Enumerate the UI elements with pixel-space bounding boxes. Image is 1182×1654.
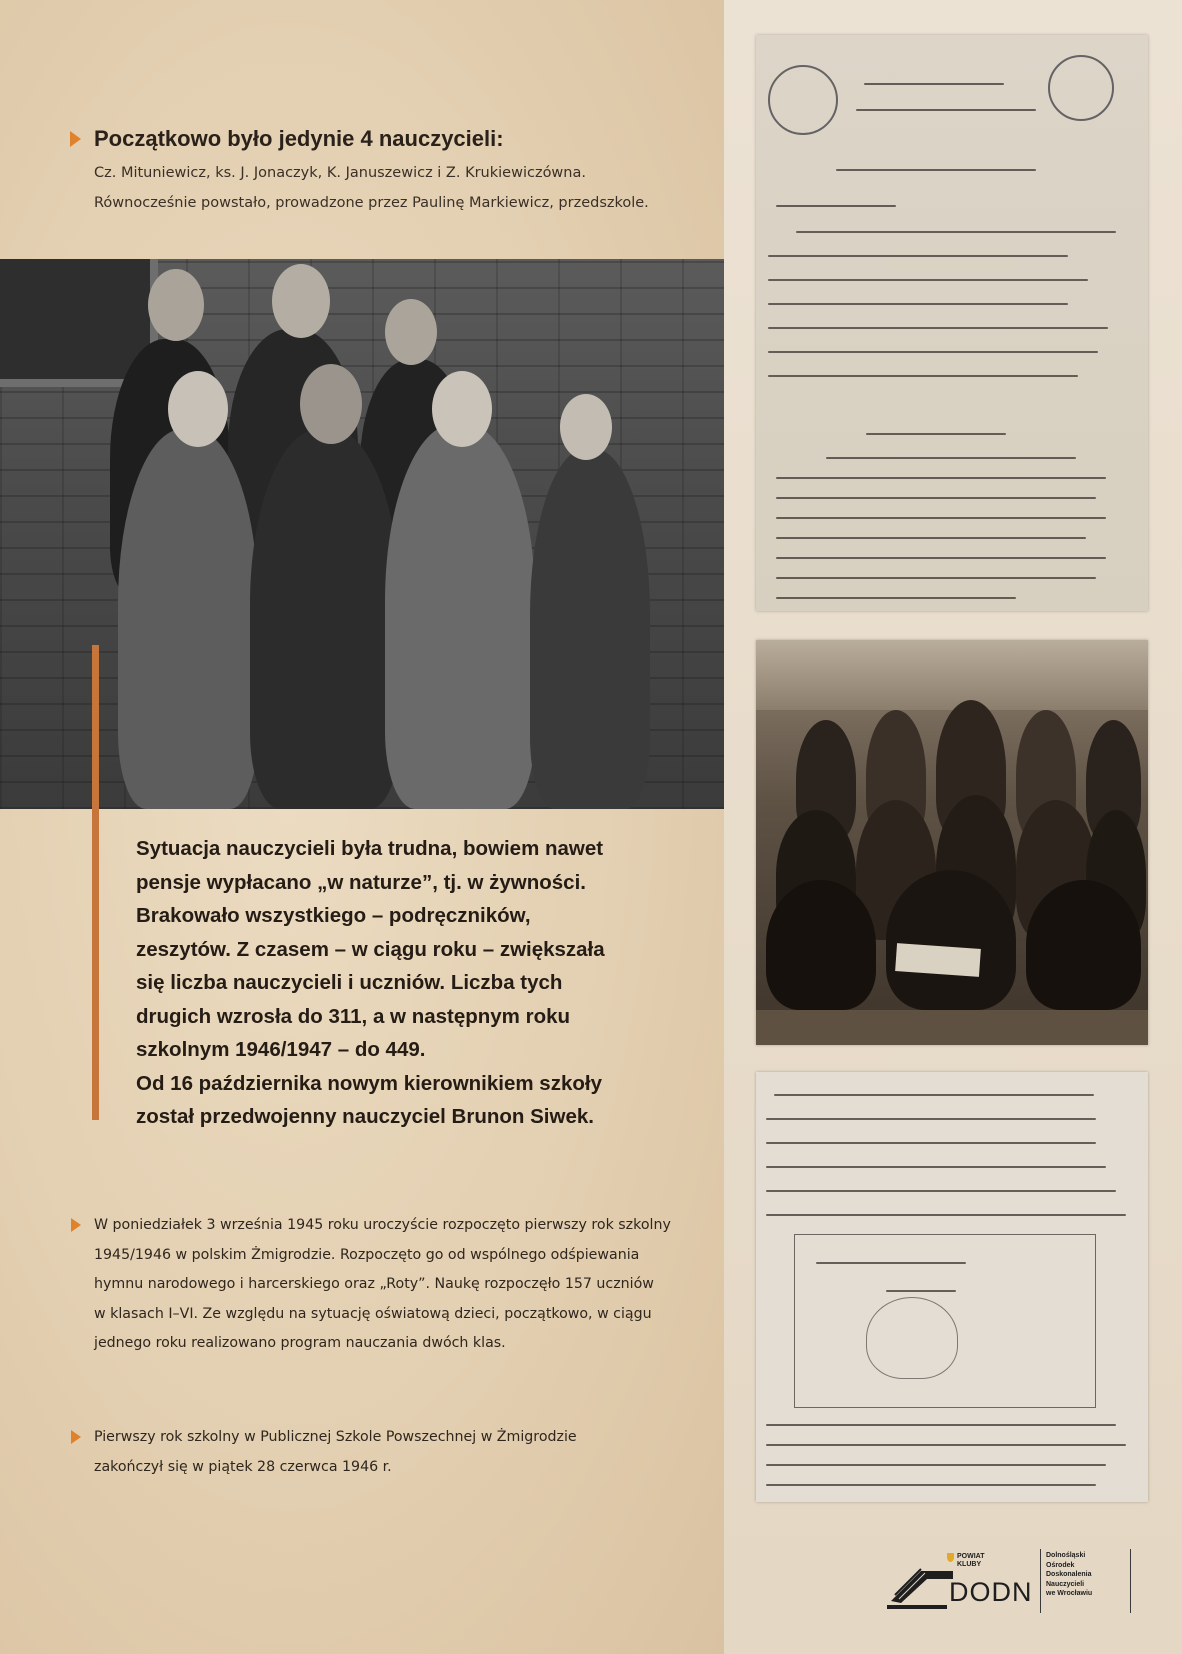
photo-figure-head: [300, 364, 362, 444]
school-year-end-paragraph: [94, 1423, 694, 1482]
paragraph-line: w klasach I–VI. Ze względu na sytuację oświatową dzieci, początkowo, w ciągu: [94, 1305, 652, 1322]
drawn-figure: [866, 1297, 958, 1379]
handwriting-line: [768, 351, 1098, 353]
handwriting-line: [766, 1190, 1116, 1192]
seal-stamp-icon: [1048, 55, 1114, 121]
org-line: we Wrocławiu: [1046, 1590, 1093, 1597]
photo-figure-head: [272, 264, 330, 338]
paragraph-line: hymnu narodowego i harcerskiego oraz „Roty”. Naukę rozpoczęło 157 uczniów: [94, 1276, 654, 1292]
handwriting-line: [776, 577, 1096, 579]
handwriting-line: [826, 457, 1076, 459]
photo-ground: [756, 1010, 1148, 1045]
handwriting-line: [886, 1290, 956, 1292]
quote-line: pensje wypłacano „w naturze”, tj. w żywności.: [136, 870, 586, 894]
paragraph-line: 1945/1946 w polskim Żmigrodzie. Rozpoczęto go od wspólnego odśpiewania: [94, 1246, 640, 1263]
handwriting-line: [864, 83, 1004, 85]
class-group-photo: [756, 640, 1148, 1045]
handwriting-line: [856, 109, 1036, 111]
powiat-mark: POWIAT KLUBY: [957, 1553, 985, 1568]
handwriting-line: [766, 1444, 1126, 1446]
org-line: Dolnośląski: [1046, 1552, 1086, 1559]
photo-building: [756, 640, 1148, 710]
handwriting-line: [768, 279, 1088, 281]
logo-divider: [1040, 1549, 1041, 1613]
photo-figure-head: [560, 394, 612, 460]
quote-line: Od 16 października nowym kierownikiem szkoły: [136, 1071, 602, 1095]
handwriting-line: [766, 1166, 1106, 1168]
handwriting-line: [766, 1142, 1096, 1144]
photo-figure-head: [148, 269, 204, 341]
quote-line: Sytuacja nauczycieli była trudna, bowiem nawet: [136, 837, 604, 860]
handwriting-line: [866, 433, 1006, 435]
paragraph-line: W poniedziałek 3 września 1945 roku uroczyście rozpoczęto pierwszy rok szkolny: [94, 1217, 671, 1233]
handwriting-line: [776, 477, 1106, 479]
photo-figure: [385, 424, 535, 809]
section-heading: Początkowo było jedynie 4 nauczycieli:: [94, 126, 504, 151]
paragraph-line: jednego roku realizowano program nauczania dwóch klas.: [94, 1335, 506, 1351]
photo-figure-head: [168, 371, 228, 447]
bullet-arrow-icon: [71, 1430, 81, 1444]
handwriting-line: [766, 1464, 1106, 1466]
school-year-start-paragraph: [94, 1211, 694, 1359]
handwriting-line: [768, 327, 1108, 329]
organization-name: [1046, 1551, 1092, 1599]
quote-line: zeszytów. Z czasem – w ciągu roku – zwiększała: [136, 937, 605, 961]
handwriting-line: [774, 1094, 1094, 1096]
photo-figure: [530, 449, 650, 809]
handwriting-line: [776, 557, 1106, 559]
photo-figure-head: [432, 371, 492, 447]
handwriting-line: [776, 205, 896, 207]
handwriting-line: [766, 1424, 1116, 1426]
photo-figure-head: [385, 299, 437, 365]
photo-figure: [886, 870, 1016, 1010]
book-logo-icon: [887, 1551, 957, 1611]
handwriting-line: [768, 303, 1068, 305]
org-line: Ośrodek: [1046, 1561, 1075, 1569]
handwriting-line: [776, 537, 1086, 539]
handwriting-line: [776, 597, 1016, 599]
photo-sign: [895, 943, 981, 977]
photo-figure: [250, 429, 400, 809]
quote-line: został przedwojenny nauczyciel Brunon Siwek.: [136, 1105, 594, 1128]
accent-bar: [92, 645, 99, 1120]
teachers-group-photo: [0, 259, 724, 809]
handwriting-line: [768, 255, 1068, 257]
dodn-wordmark: DODN: [949, 1577, 1033, 1607]
org-line: Nauczycieli: [1046, 1580, 1085, 1588]
handwriting-line: [776, 517, 1106, 519]
handwriting-line: [768, 375, 1078, 377]
highlight-quote: [136, 832, 696, 1134]
quote-line: Brakowało wszystkiego – podręczników,: [136, 904, 531, 927]
quote-line: szkolnym 1946/1947 – do 449.: [136, 1038, 426, 1061]
bullet-arrow-icon: [70, 131, 81, 147]
photo-figure: [118, 429, 258, 809]
dodn-logo: [887, 1547, 1137, 1617]
quote-line: się liczba nauczycieli i uczniów. Liczba tych: [136, 971, 563, 994]
handwriting-line: [816, 1262, 966, 1264]
photo-figure: [1026, 880, 1141, 1010]
intro-text: [94, 158, 694, 218]
handwriting-line: [796, 231, 1116, 233]
paragraph-line: Pierwszy rok szkolny w Publicznej Szkole Powszechnej w Żmigrodzie: [94, 1429, 577, 1445]
handwriting-line: [776, 497, 1096, 499]
handwritten-essay-page: [756, 1072, 1148, 1502]
handwritten-chronicle-page: [756, 35, 1148, 611]
paragraph-line: zakończył się w piątek 28 czerwca 1946 r.: [94, 1458, 392, 1475]
intro-line: Równocześnie powstało, prowadzone przez Paulinę Markiewicz, przedszkole.: [94, 195, 649, 211]
photo-figure: [766, 880, 876, 1010]
handwriting-line: [766, 1118, 1096, 1120]
bullet-arrow-icon: [71, 1218, 81, 1232]
intro-line: Cz. Mituniewicz, ks. J. Jonaczyk, K. Januszewicz i Z. Krukiewiczówna.: [94, 165, 586, 181]
logo-divider: [1130, 1549, 1131, 1613]
handwriting-line: [766, 1214, 1126, 1216]
handwriting-line: [836, 169, 1036, 171]
quote-line: drugich wzrosła do 311, a w następnym roku: [136, 1004, 571, 1028]
seal-stamp-icon: [768, 65, 838, 135]
handwriting-line: [766, 1484, 1096, 1486]
coat-of-arms-icon: [947, 1553, 954, 1562]
org-line: Doskonalenia: [1046, 1571, 1092, 1578]
